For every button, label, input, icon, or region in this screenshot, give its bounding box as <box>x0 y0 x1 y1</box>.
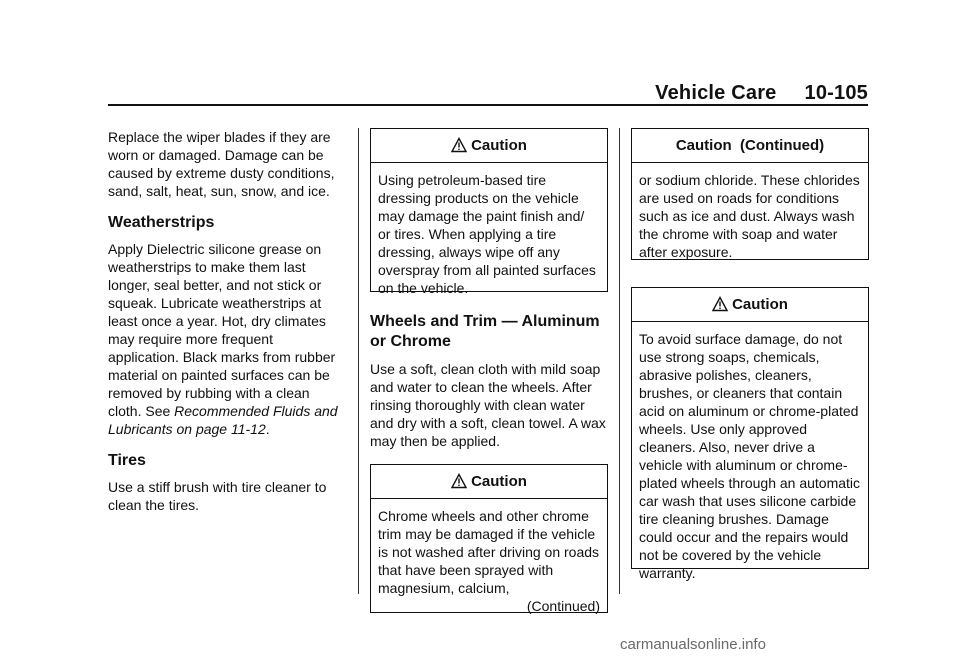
wheels-paragraph: Use a soft, clean cloth with mild soap and water to clean the wheels. After rinsing thoroughly with clean water and dry with a soft, clean towel. A wax may then be applied. <box>370 361 606 449</box>
caution-body: To avoid surface damage, do not use strong soaps, chemicals, abrasive polishes, cleaners, brushes, or cleaners that contain acid on aluminum or chrome-plated wheels. Use only approved cleaners. Also, never drive a vehicle with aluminum or chrome-plated wheels through an automatic car wash that uses silicone carbide tire cleaning brushes. Damage could occur and the repairs would not be covered by the vehicle warranty. <box>639 331 861 581</box>
weatherstrips-text: Apply Dielectric silicone grease on weatherstrips to make them last longer, seal better, and not stick or squeak. Lubricate weatherstrips at least once a year. Hot, dry climates may require more frequent application. Black marks from rubber material on painted surfaces can be removed by rubbing with a clean cloth. See <box>108 241 336 419</box>
caution-title: Caution <box>471 137 527 154</box>
caution-header: Caution (Continued) <box>632 129 868 163</box>
weatherstrips-heading: Weatherstrips <box>108 214 215 231</box>
column-middle <box>370 128 608 613</box>
caution-header <box>371 129 607 163</box>
tires-heading: Tires <box>108 452 146 469</box>
caution-body <box>371 499 607 623</box>
weatherstrips-end: . <box>265 421 270 437</box>
caution-box-continued <box>631 128 869 260</box>
wheels-heading: Wheels and Trim — Aluminum or Chrome <box>370 313 600 350</box>
warning-icon <box>451 137 467 153</box>
caution-box-chrome <box>370 464 608 613</box>
warning-icon <box>451 473 467 489</box>
weatherstrips-paragraph <box>108 240 346 438</box>
column-right <box>631 128 869 581</box>
page-header <box>655 82 868 105</box>
lubricants-link[interactable]: Recommended Fluids and Lubricants on page 11-12 <box>108 403 338 437</box>
caution-title: Caution <box>471 473 527 490</box>
wiper-paragraph: Replace the wiper blades if they are worn or damaged. Damage can be caused by extreme dusty conditions, sand, salt, heat, sun, snow, and ice. <box>108 129 335 199</box>
tires-paragraph: Use a stiff brush with tire cleaner to clean the tires. <box>108 479 327 513</box>
continued-label: (Continued) <box>526 598 600 614</box>
caution-title: Caution <box>732 296 788 313</box>
watermark: carmanualsonline.info <box>620 636 766 653</box>
caution-body: or sodium chloride. These chlorides are used on roads for conditions such as ice and dust. Always wash the chrome with soap and water after exposure. <box>639 172 860 260</box>
caution-body: Using petroleum-based tire dressing products on the vehicle may damage the paint finish and/ or tires. When applying a tire dressing, always wipe off any overspray from all painted surfaces on the vehicle. <box>378 172 596 296</box>
caution-header <box>632 288 868 322</box>
column-divider <box>358 128 359 594</box>
caution-header <box>371 465 607 499</box>
column-left <box>108 128 346 514</box>
column-divider <box>619 128 620 594</box>
caution-box-petroleum <box>370 128 608 296</box>
header-rule <box>108 104 868 106</box>
page-number: 10-105 <box>804 82 868 104</box>
caution-box-surface-damage <box>631 287 869 581</box>
caution-text: Chrome wheels and other chrome trim may be damaged if the vehicle is not washed after driving on roads that have been sprayed with magnesium, calcium, <box>378 508 600 596</box>
section-title: Vehicle Care <box>655 82 777 104</box>
warning-icon <box>712 296 728 312</box>
